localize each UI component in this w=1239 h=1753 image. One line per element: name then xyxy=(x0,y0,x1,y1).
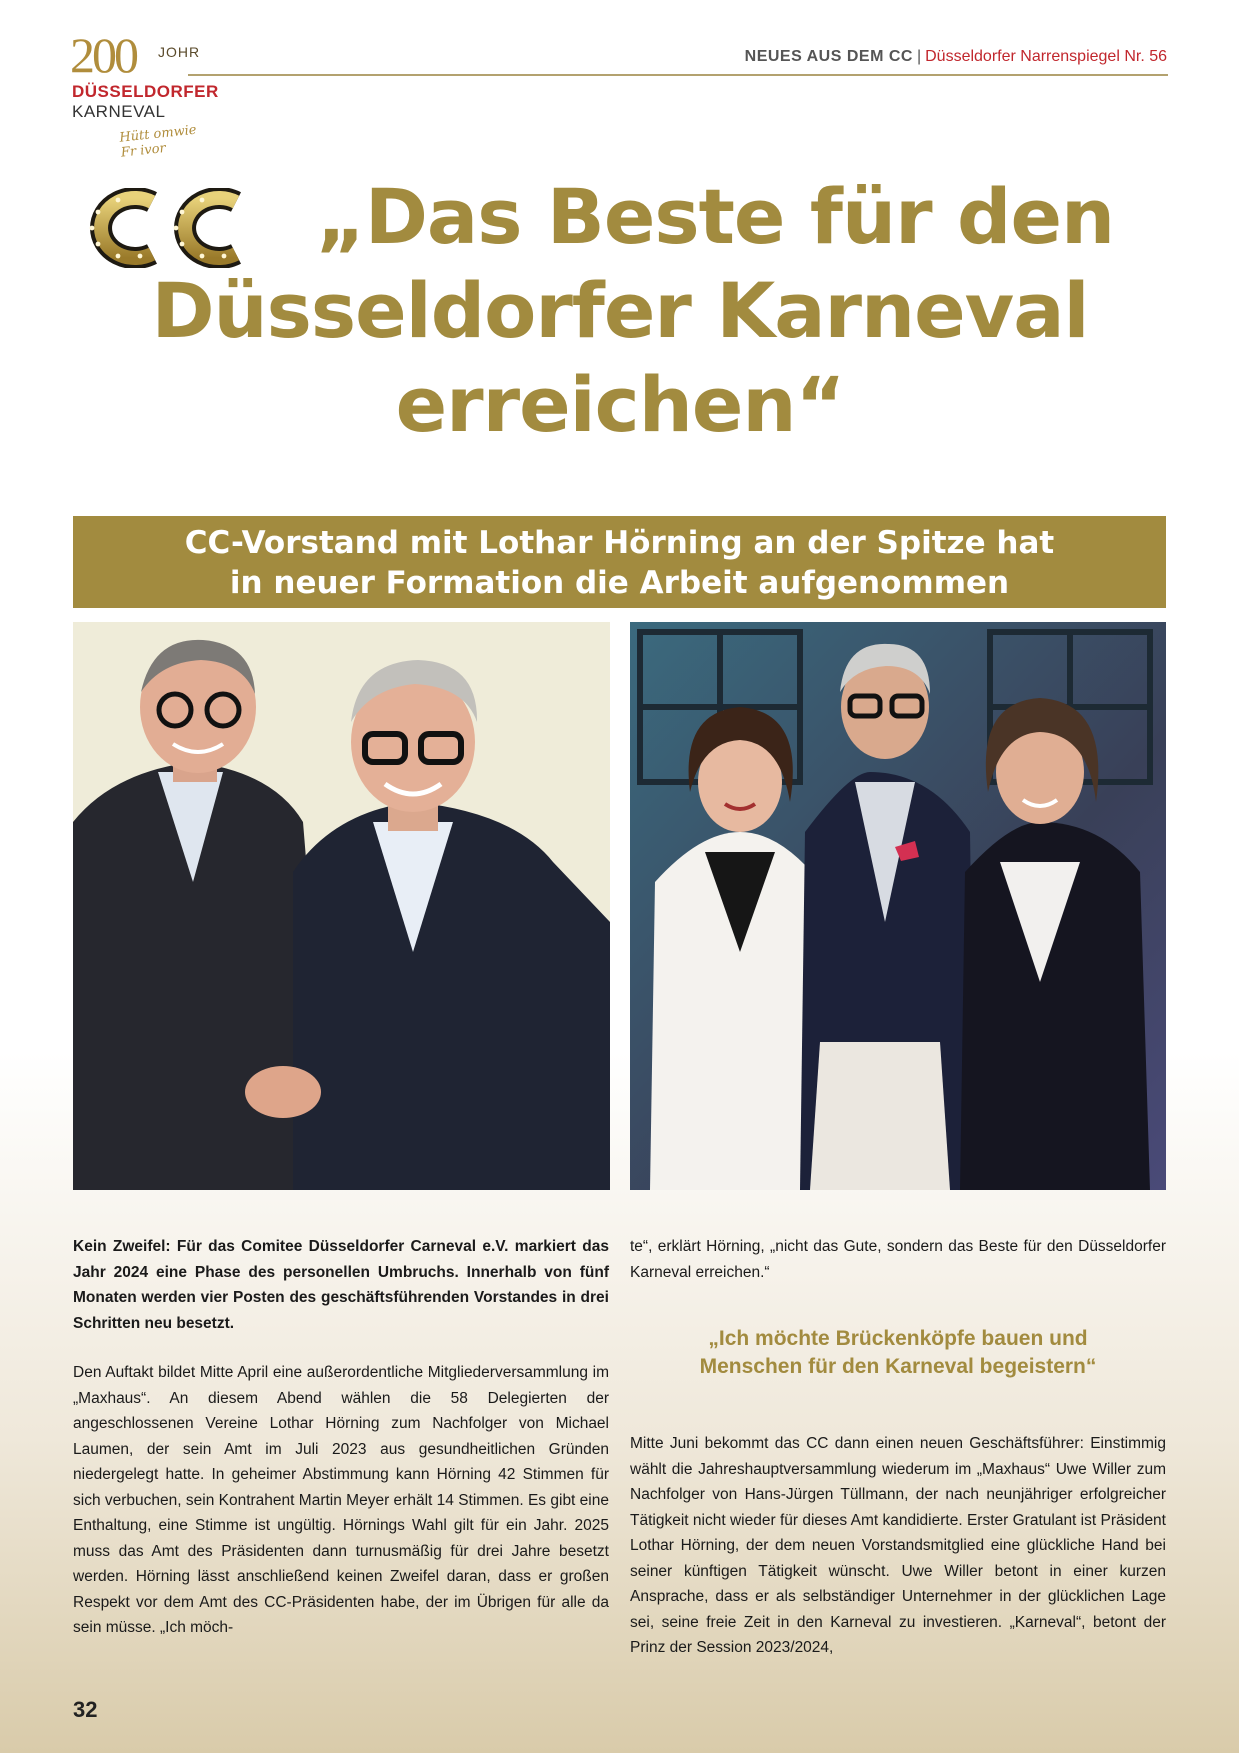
subtitle-line-1: CC-Vorstand mit Lothar Hörning an der Spitze hat xyxy=(184,525,1055,561)
text-column-left xyxy=(73,1234,609,1641)
headline-line-1: „Das Beste für den xyxy=(315,172,1115,261)
page-number: 32 xyxy=(73,1697,98,1722)
header-rule xyxy=(188,74,1168,76)
article-lead: Kein Zweifel: Für das Comitee Düsseldorfer Carneval e.V. markiert das Jahr 2024 eine Phase des personellen Umbruchs. Innerhalb von fünf Monaten werden vier Posten des geschäftsführenden Vorstandes in drei Schritten neu besetzt. xyxy=(73,1238,609,1332)
anniversary-unit: JOHR xyxy=(158,44,201,60)
brand-name-line1: DÜSSELDORFER xyxy=(72,82,219,101)
anniversary-logo xyxy=(70,24,219,161)
pull-quote xyxy=(630,1325,1166,1381)
section-name: NEUES AUS DEM CC xyxy=(744,48,913,65)
article-headline xyxy=(60,170,1180,452)
subtitle-line-2: in neuer Formation die Arbeit aufgenommen xyxy=(229,565,1010,601)
headline-line-2: Düsseldorfer Karneval xyxy=(151,266,1089,355)
publication-name: Düsseldorfer Narrenspiegel Nr. 56 xyxy=(925,48,1167,65)
photo-group xyxy=(630,622,1166,1190)
brand-motto: Hütt omwie Fr ivor xyxy=(118,122,198,161)
text-column-right xyxy=(630,1234,1166,1661)
article-body-right-1: te“, erklärt Hörning, „nicht das Gute, sondern das Beste für den Düsseldorfer Karneval erreichen.“ xyxy=(630,1238,1166,1281)
running-header xyxy=(745,48,1167,66)
article-body-right-2: Mitte Juni bekommt das CC dann einen neuen Geschäftsführer: Einstimmig wählt die Jahreshauptversammlung wiederum im „Maxhaus“ Uwe Willer zum Nachfolger von Hans-Jürgen Tüllmann, der nach neunjähriger erfolgreicher Tätigkeit nicht wieder für dieses Amt kandidierte. Erster Gratulant ist Präsident Lothar Hörning, der dem neuen Vorstandsmitglied eine glückliche Hand bei seiner künftigen Tätigkeit wünscht. Uwe Willer betont in einer kurzen Ansprache, dass er als selbständiger Unternehmer in der glücklichen Lage sei, seine freie Zeit in den Karneval zu investieren. „Karneval“, betont der Prinz der Session 2023/2024, xyxy=(630,1435,1166,1656)
pull-quote-line-1: „Ich möchte Brückenköpfe bauen und xyxy=(708,1327,1088,1350)
header-separator: | xyxy=(916,48,922,65)
article-body-left: Den Auftakt bildet Mitte April eine außerordentliche Mitgliederversammlung im „Maxhaus“. An diesem Abend wählen die 58 Delegierten der angeschlossenen Vereine Lothar Hörning zum Nachfolger von Michael Laumen, der sein Amt im Juli 2023 aus gesundheitlichen Gründen niedergelegt hatte. In geheimer Abstimmung kann Hörning 42 Stimmen für sich verbuchen, sein Kontrahent Martin Meyer erhält 14 Stimmen. Es gibt eine Enthaltung, eine Stimme ist ungültig. Hörnings Wahl gilt für ein Jahr. 2025 muss das Amt des Präsidenten dann turnusmäßig für drei Jahre besetzt werden. Hörning lässt anschließend keinen Zweifel daran, dass er großen Respekt vor dem Amt des CC-Präsidenten habe, der im Übrigen für alle da sein müsse. „Ich möch- xyxy=(73,1364,609,1636)
headline-line-3: erreichen“ xyxy=(395,360,845,449)
photo-handshake xyxy=(73,622,610,1190)
pull-quote-line-2: Menschen für den Karneval begeistern“ xyxy=(699,1355,1097,1378)
subtitle-bar xyxy=(73,516,1166,608)
anniversary-number: 200 xyxy=(70,27,136,83)
brand-name-line2: KARNEVAL xyxy=(72,102,166,121)
